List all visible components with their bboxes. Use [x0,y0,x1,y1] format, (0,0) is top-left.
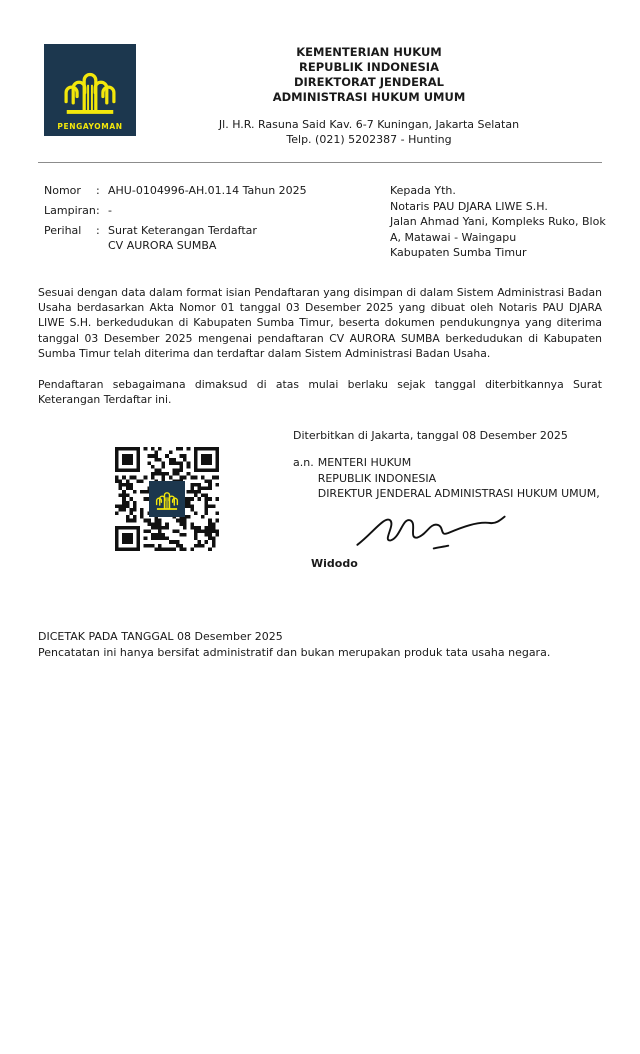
ministry-address [136,117,602,147]
lampiran-label: Lampiran [44,204,96,217]
recipient-line-4: A, Matawai - Waingapu [390,230,517,244]
perihal-separator: : [96,224,100,237]
meta-row-perihal [44,223,344,253]
letter-info-section [38,183,606,261]
pengayoman-emblem-icon [153,486,181,513]
qr-code [115,447,219,551]
meta-row-lampiran [44,203,344,218]
ministry-title-line-1: KEMENTERIAN HUKUM [296,45,442,59]
footer [38,629,602,660]
issuance-column [293,428,602,570]
on-behalf-block [293,455,602,502]
body-paragraph-1: Sesuai dengan data dalam format isian Pendaftaran yang disimpan di dalam Sistem Administrasi Badan Usaha berdasarkan Akta Nomor 01 tanggal 03 Desember 2025 yang dibuat oleh Notaris PAU DJARA LIWE S.H. berkedudukan di Kabupaten Sumba Timur, beserta dokumen pendukungnya yang diterima tanggal 03 Desember 2025 mengenai pendaftaran CV AURORA SUMBA berkedudukan di Kabupaten Sumba Timur telah diterima dan terdaftar dalam Sistem Administrasi Badan Usaha. [38,285,602,361]
lampiran-separator: : [96,204,100,217]
nomor-value: AHU-0104996-AH.01.14 Tahun 2025 [108,184,307,197]
ministry-logo [44,44,136,136]
logo-caption: PENGAYOMAN [57,122,123,131]
nomor-separator: : [96,184,100,197]
pengayoman-emblem-icon [57,59,123,121]
signer-name: Widodo [311,556,358,570]
on-behalf-line-3: DIREKTUR JENDERAL ADMINISTRASI HUKUM UMUM, [317,487,600,501]
recipient-line-1: Kepada Yth. [390,184,456,197]
qr-center-logo [149,481,185,517]
perihal-value [108,223,344,253]
recipient-line-5: Kabupaten Sumba Timur [390,246,527,259]
handwritten-signature-icon [351,503,511,553]
on-behalf-prefix: a.n. [293,456,314,470]
issuance-section [38,428,602,583]
signature [351,503,602,555]
on-behalf-line-1: MENTERI HUKUM [317,456,412,470]
on-behalf-lines [318,455,600,502]
perihal-label: Perihal [44,224,82,237]
letter-meta [44,183,344,261]
nomor-label: Nomor [44,184,81,197]
perihal-value-line-1: Surat Keterangan Terdaftar [108,224,257,237]
recipient-line-2: Notaris PAU DJARA LIWE S.H. [390,199,548,213]
perihal-value-line-2: CV AURORA SUMBA [108,239,217,252]
letterhead [38,0,602,147]
ministry-title-line-2: REPUBLIK INDONESIA [299,60,439,74]
issued-line: Diterbitkan di Jakarta, tanggal 08 Desember 2025 [293,429,568,443]
ministry-address-line-1: Jl. H.R. Rasuna Said Kav. 6-7 Kuningan, Jakarta Selatan [218,118,520,131]
ministry-title-line-3: DIREKTORAT JENDERAL [293,75,445,89]
on-behalf-line-2: REPUBLIK INDONESIA [317,471,437,485]
meta-row-nomor [44,183,344,198]
body-paragraph-2: Pendaftaran sebagaimana dimaksud di atas mulai berlaku sejak tanggal diterbitkannya Surat Keterangan Terdaftar ini. [38,377,602,406]
letterhead-text [136,44,602,147]
ministry-title [136,45,602,105]
disclaimer-line: Pencatatan ini hanya bersifat administratif dan bukan merupakan produk tata usaha negara. [38,645,551,659]
recipient-line-3: Jalan Ahmad Yani, Kompleks Ruko, Blok [390,215,606,228]
ministry-title-line-4: ADMINISTRASI HUKUM UMUM [272,90,466,104]
recipient-block [390,183,606,261]
lampiran-value: - [108,204,112,217]
header-divider [38,162,602,163]
ministry-address-line-2: Telp. (021) 5202387 - Hunting [286,133,452,146]
printed-date-line: DICETAK PADA TANGGAL 08 Desember 2025 [38,630,283,644]
